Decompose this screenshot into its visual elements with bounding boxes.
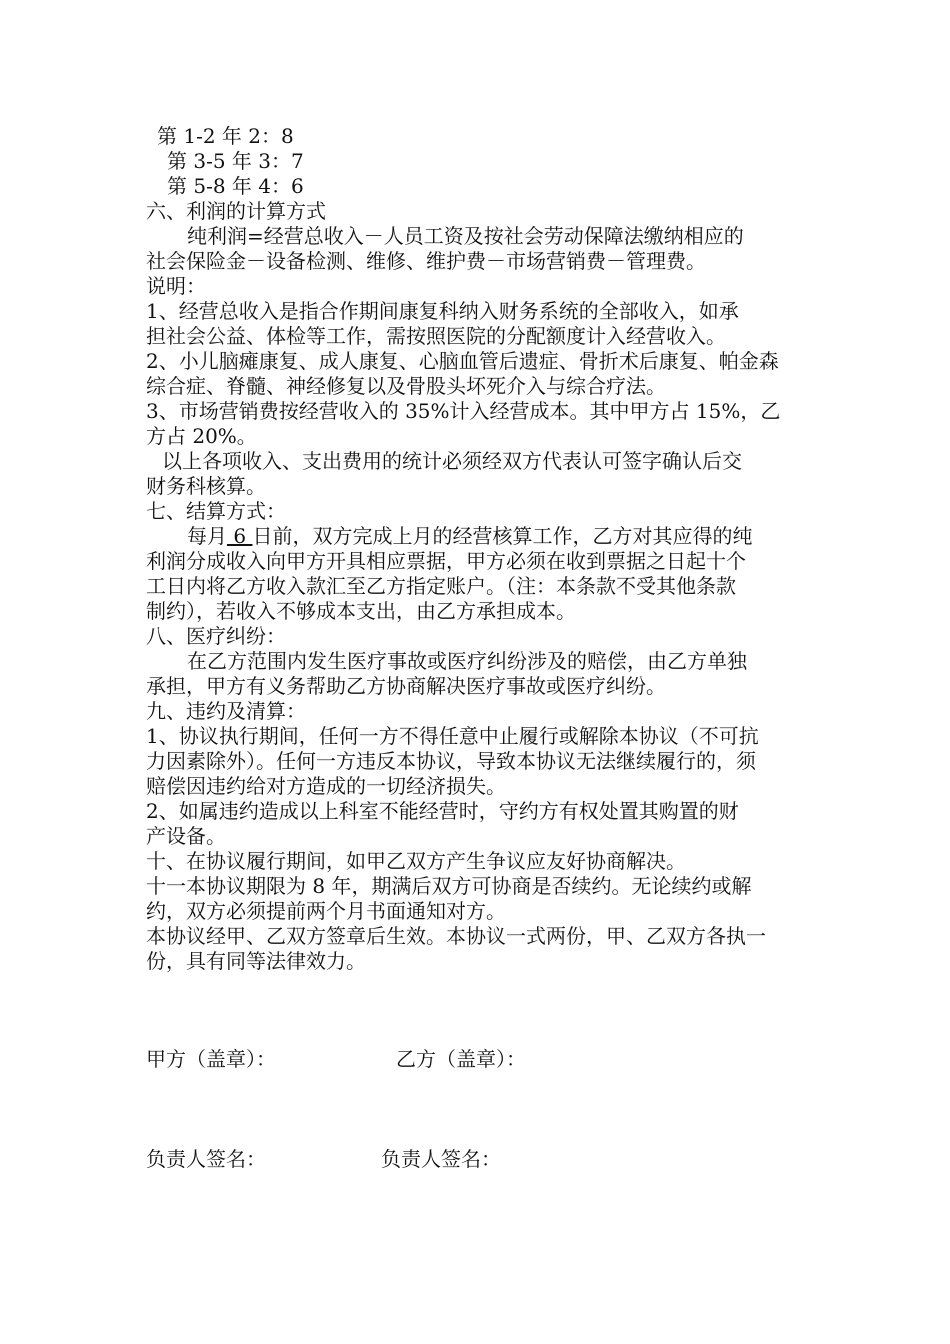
settlement-line-2: 利润分成收入向甲方开具相应票据，甲方必须在收到票据之日起十个: [146, 549, 746, 573]
confirm-line-2: 财务科核算。: [146, 474, 266, 498]
breach-item-2-line-1: 2、如属违约造成以上科室不能经营时，守约方有权处置其购置的财: [146, 799, 739, 823]
section-8-heading: 八、医疗纠纷：: [146, 624, 286, 648]
ratio-line-1: 第 1-2 年 2：8: [157, 124, 294, 148]
party-b-signature-label: 负责人签名：: [381, 1147, 501, 1171]
party-b-seal-label: 乙方（盖章）：: [396, 1047, 526, 1071]
dispute-line-1: 在乙方范围内发生医疗事故或医疗纠纷涉及的赔偿，由乙方单独: [187, 649, 747, 673]
section-9-heading: 九、违约及清算：: [146, 699, 306, 723]
party-a-signature-label: 负责人签名：: [146, 1147, 266, 1171]
settlement-line-4: 制约），若收入不够成本支出，由乙方承担成本。: [146, 599, 576, 623]
profit-formula-line-1: 纯利润=经营总收入－人员工资及按社会劳动保障法缴纳相应的: [187, 224, 744, 248]
section-10: 十、在协议履行期间，如甲乙双方产生争议应友好协商解决。: [146, 849, 686, 873]
note-item-3-line-1: 3、市场营销费按经营收入的 35%计入经营成本。其中甲方占 15%，乙: [146, 399, 781, 423]
note-item-1-line-1: 1、经营总收入是指合作期间康复科纳入财务系统的全部收入，如承: [146, 299, 739, 323]
section-11-line-2: 约，双方必须提前两个月书面通知对方。: [146, 899, 506, 923]
note-item-2-line-2: 综合症、脊髓、神经修复以及骨股头坏死介入与综合疗法。: [146, 374, 666, 398]
settlement-rest: 日前，双方完成上月的经营核算工作，乙方对其应得的纯: [252, 524, 753, 548]
settlement-line-1: [187, 524, 752, 549]
settlement-line-3: 工日内将乙方收入款汇至乙方指定账户。（注：本条款不受其他条款: [146, 574, 736, 598]
section-11-line-1: 十一本协议期限为 8 年，期满后双方可协商是否续约。无论续约或解: [146, 874, 752, 898]
section-6-heading: 六、利润的计算方式: [146, 199, 326, 223]
effective-line-2: 份，具有同等法律效力。: [146, 949, 366, 973]
breach-item-2-line-2: 产设备。: [146, 824, 226, 848]
effective-line-1: 本协议经甲、乙双方签章后生效。本协议一式两份，甲、乙双方各执一: [146, 924, 766, 948]
ratio-line-3: 第 5-8 年 4：6: [167, 174, 304, 198]
confirm-line-1: 以上各项收入、支出费用的统计必须经双方代表认可签字确认后交: [162, 449, 742, 473]
note-item-2-line-1: 2、小儿脑瘫康复、成人康复、心脑血管后遗症、骨折术后康复、帕金森: [146, 349, 779, 373]
breach-item-1-line-1: 1、协议执行期间，任何一方不得任意中止履行或解除本协议（不可抗: [146, 724, 759, 748]
profit-formula-line-2: 社会保险金－设备检测、维修、维护费－市场营销费－管理费。: [146, 249, 706, 273]
note-heading: 说明：: [146, 274, 206, 298]
breach-item-1-line-3: 赔偿因违约给对方造成的一切经济损失。: [146, 774, 506, 798]
note-item-3-line-2: 方占 20%。: [146, 424, 257, 448]
settlement-prefix: 每月: [187, 524, 227, 548]
section-7-heading: 七、结算方式：: [146, 499, 286, 523]
party-a-seal-label: 甲方（盖章）：: [146, 1047, 276, 1071]
ratio-line-2: 第 3-5 年 3：7: [167, 149, 304, 173]
note-item-1-line-2: 担社会公益、体检等工作，需按照医院的分配额度计入经营收入。: [146, 324, 726, 348]
breach-item-1-line-2: 力因素除外）。任何一方违反本协议，导致本协议无法继续履行的，须: [146, 749, 756, 773]
settlement-day: 6: [227, 524, 253, 548]
dispute-line-2: 承担，甲方有义务帮助乙方协商解决医疗事故或医疗纠纷。: [146, 674, 666, 698]
